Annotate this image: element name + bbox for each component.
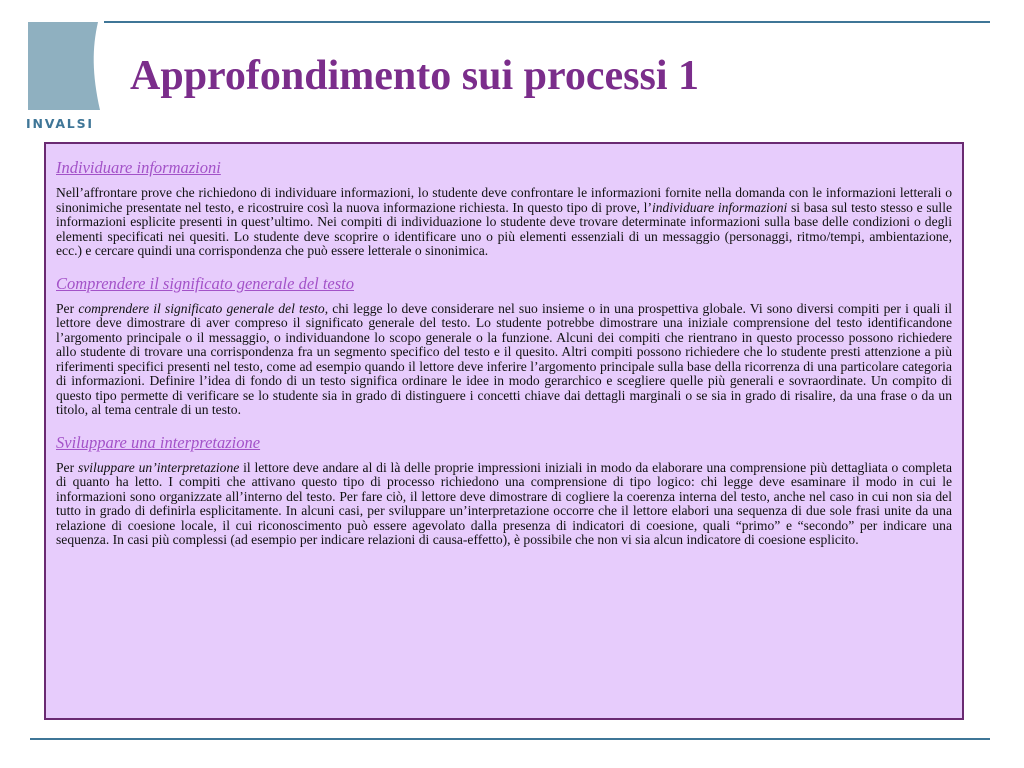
section-individuare <box>56 158 952 259</box>
section-sviluppare <box>56 433 952 548</box>
paragraph-text: il lettore deve andare al di là delle proprie impressioni iniziali in modo da elaborare una comprensione più dettagliata o completa di quanto ha letto. I compiti che attivano questo tipo di processo richiedono una comprensione di tipo logico: chi legge deve esaminare il modo in cui le informazioni sono organizzate all’interno del testo. Per fare ciò, il lettore deve dimostrare di cogliere la coerenza interna del testo, anche nel caso in cui non sia del tutto in grado di definirla esplicitamente. In alcuni casi, per sviluppare un’interpretazione occorre che il lettore elabori una sequenza di due sole frasi unite da una relazione di coesione locale, il cui riconoscimento può essere agevolato dalla presenza di indicatori di coesione, quali “primo” e “secondo” per indicare una sequenza. In casi più complessi (ad esempio per indicare relazioni di causa-effetto), è possibile che non vi sia alcun indicatore di coesione esplicito. <box>56 459 952 547</box>
paragraph-text: , chi legge lo deve considerare nel suo insieme o in una prospettiva globale. Vi sono diversi compiti per i quali il lettore deve dimostrare di aver compreso il significato generale del testo. Lo studente potrebbe dimostrare una iniziale comprensione del testo identificandone l’argomento principale o il messaggio, o individuandone lo scopo generale o la funzione. Alcuni dei compiti che rientrano in questo processo possono richiedere allo studente di trovare una corrispondenza fra un segmento specifico del testo e il quesito. Altri compiti possono richiedere che lo studente presti attenzione a più riferimenti specifici presenti nel testo, come ad esempio quando il lettore deve inferire l’argomento principale sulla base della ricorrenza di una particolare categoria di informazioni. Definire l’idea di fondo di un testo significa ordinare le idee in modo gerarchico e scegliere quelle più generali e sovraordinate. Un compito di questo tipo permette di verificare se lo studente sia in grado di distinguere i concetti chiave dai dettagli marginali o se sia in grado di risalire, da una frase o da un titolo, al tema centrale di un testo. <box>56 300 952 417</box>
paragraph-text: si basa sul testo stesso e sulle informazioni esplicite presenti in quest’ultimo. Nei compiti di individuazione lo studente deve trovare determinate informazioni sulla base delle condizioni o degli elementi specificati nei quesiti. Lo studente deve scoprire o identificare uno o più elementi essenziali di un messaggio (personaggi, ritmo/tempi, ambientazione, ecc.) e cercare quindi una corrispondenza che può essere letterale o sinonimica. <box>56 199 953 258</box>
bottom-divider <box>30 738 990 740</box>
top-divider <box>104 21 990 23</box>
page-title: Approfondimento sui processi 1 <box>130 53 700 99</box>
content-box <box>44 142 964 720</box>
paragraph-emphasis: individuare informazioni <box>651 199 788 215</box>
paragraph-text: Nell’affrontare prove che richiedono di individuare informazioni, lo studente deve confrontare le informazioni fornite nella domanda con le informazioni letterali o sinonimiche presentate nel testo, e ricostruire così la nuova informazione richiesta. In questo tipo di prove, l’ <box>56 185 952 215</box>
section-heading-link[interactable]: Sviluppare una interpretazione <box>56 432 261 452</box>
section-paragraph <box>56 186 952 259</box>
section-comprendere <box>56 274 952 418</box>
paragraph-text: Per <box>56 459 78 475</box>
logo-text: INVALSI <box>26 116 94 131</box>
logo-shape-icon <box>26 20 106 114</box>
paragraph-emphasis: sviluppare un’interpretazione <box>77 459 240 475</box>
section-heading-link[interactable]: Individuare informazioni <box>56 158 221 177</box>
invalsi-logo <box>26 20 106 131</box>
section-paragraph <box>56 461 952 548</box>
paragraph-emphasis: comprendere il significato generale del testo <box>78 300 325 316</box>
paragraph-text: Per <box>56 300 79 316</box>
section-paragraph <box>56 302 952 418</box>
section-heading-link[interactable]: Comprendere il significato generale del testo <box>56 273 355 293</box>
